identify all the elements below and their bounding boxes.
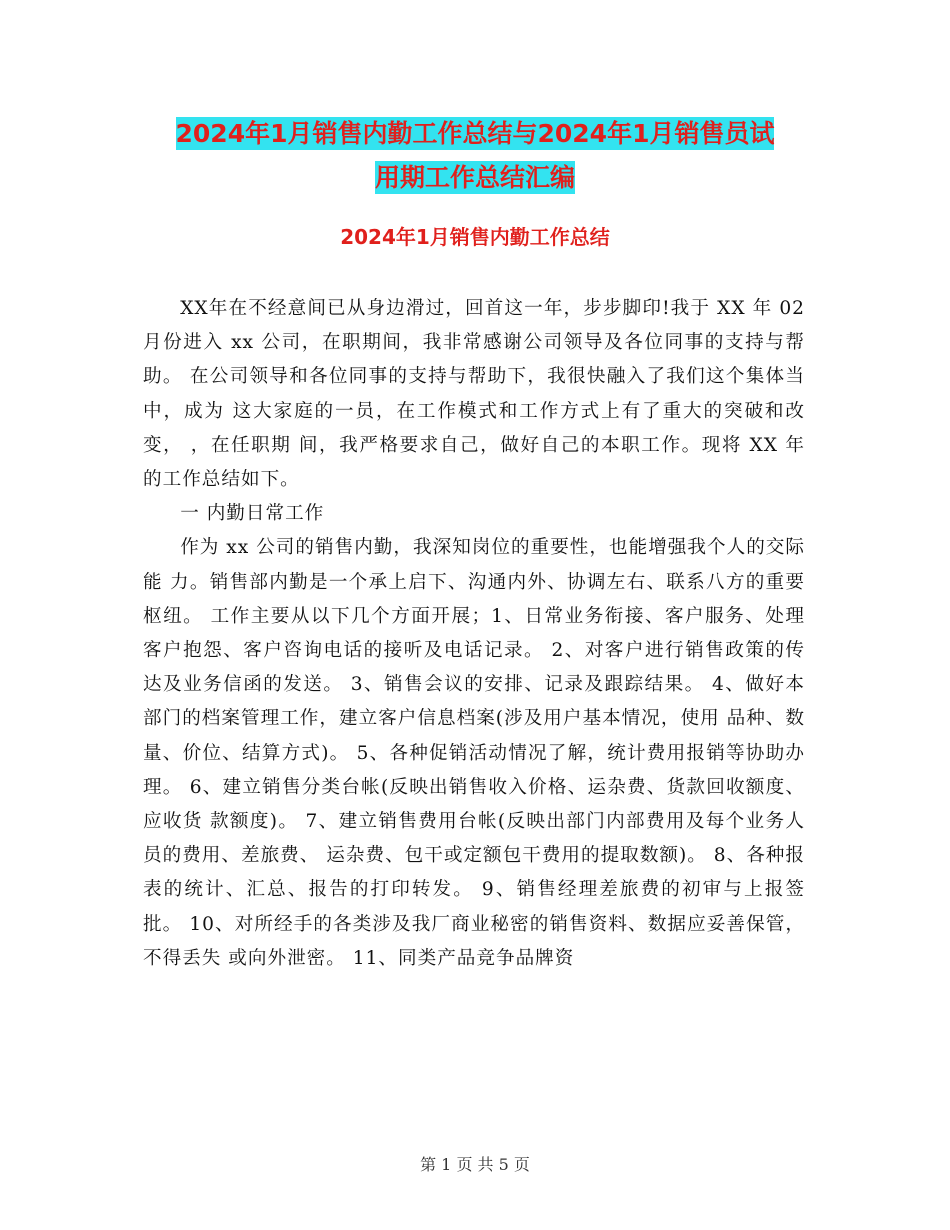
- document-title-line1: 2024年1月销售内勤工作总结与2024年1月销售员试: [175, 119, 775, 148]
- document-title: [140, 112, 810, 200]
- paragraph-daily-work: 作为 xx 公司的销售内勤，我深知岗位的重要性，也能增强我个人的交际能 力。销售部内勤是一个承上启下、沟通内外、协调左右、联系八方的重要枢纽。 工作主要从以下几个方面开展；1、日常业务衔接、客户服务、处理客户抱怨、客户咨询电话的接听及电话记录。 2、对客户进行销售政策的传达及业务信函的发送。 3、销售会议的安排、记录及跟踪结果。 4、做好本部门的档案管理工作，建立客户信息档案(涉及用户基本情况，使用 品种、数量、价位、结算方式)。 5、各种促销活动情况了解，统计费用报销等协助办理。 6、建立销售分类台帐(反映出销售收入价格、运杂费、货款回收额度、应收货 款额度)。 7、建立销售费用台帐(反映出部门内部费用及每个业务人员的费用、差旅费、 运杂费、包干或定额包干费用的提取数额)。 8、各种报表的统计、汇总、报告的打印转发。 9、销售经理差旅费的初审与上报签批。 10、对所经手的各类涉及我厂商业秘密的销售资料、数据应妥善保管，不得丢失 或向外泄密。 11、同类产品竞争品牌资: [143, 537, 805, 969]
- paragraph-heading-daily-work: 一 内勤日常工作: [180, 503, 325, 525]
- paragraph-intro: XX年在不经意间已从身边滑过，回首这一年，步步脚印!我于 XX 年 02 月份进入 xx 公司，在职期间，我非常感谢公司领导及各位同事的支持与帮助。 在公司领导和各位同事的支持与帮助下，我很快融入了我们这个集体当中，成为 这大家庭的一员，在工作模式和工作方式上有了重大的突破和改变， ，在任职期 间，我严格要求自己，做好自己的本职工作。现将 XX 年的工作总结如下。: [143, 298, 805, 491]
- section-title: 2024年1月销售内勤工作总结: [340, 225, 610, 249]
- document-title-line2: 用期工作总结汇编: [374, 163, 575, 192]
- page-number-footer: 第 1 页 共 5 页: [420, 1155, 530, 1174]
- document-body: [143, 292, 805, 976]
